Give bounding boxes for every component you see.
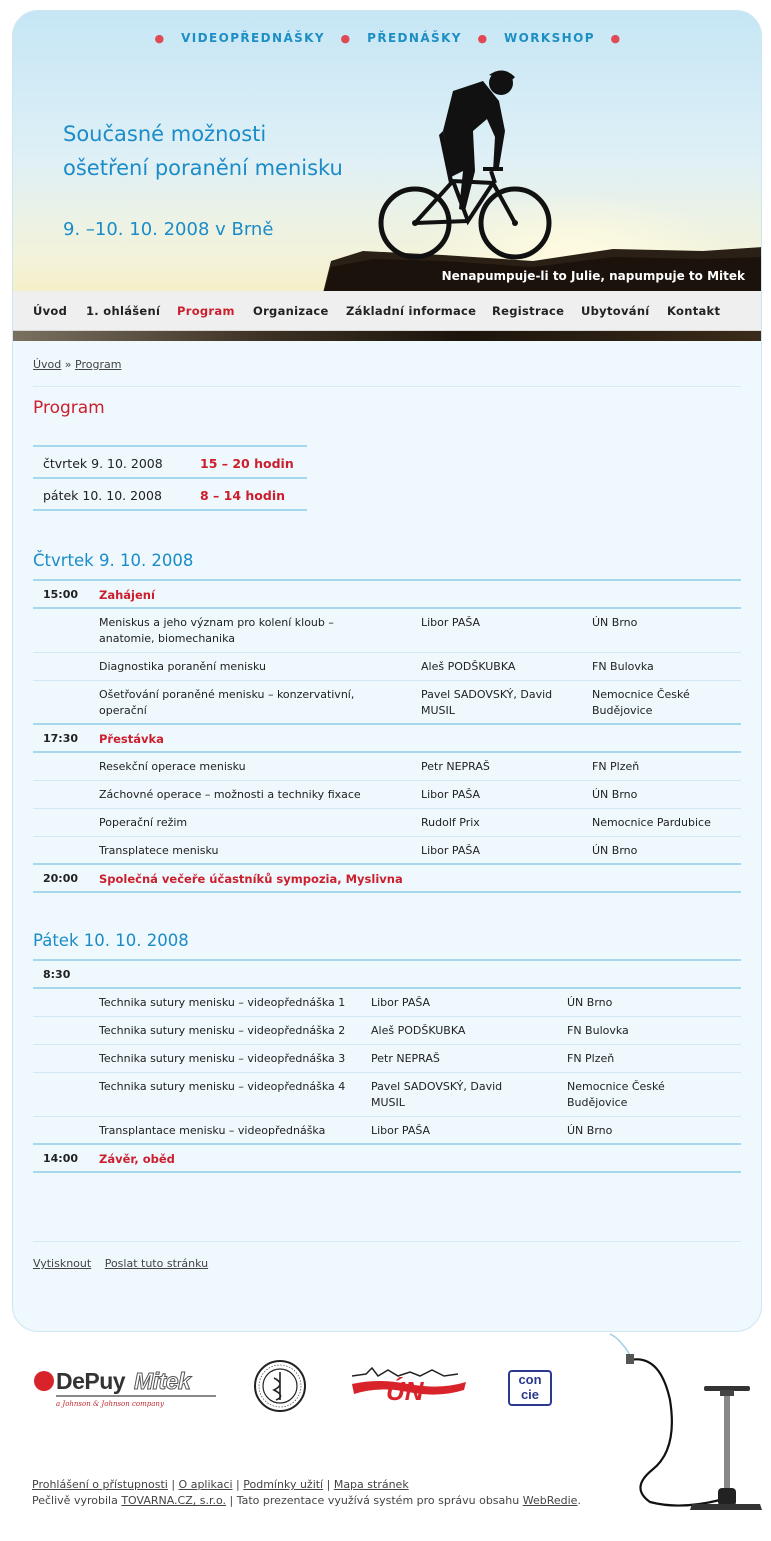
nav-uvod[interactable]: Úvod <box>33 304 68 318</box>
table-row <box>33 989 741 1017</box>
schedule-block-header <box>33 865 741 893</box>
talk-speaker: Pavel SADOVSKÝ, David MUSIL <box>421 688 553 717</box>
nav-zakladni-informace[interactable]: Základní informace <box>346 304 477 318</box>
credits-cms: | Tato prezentace využívá systém pro správu obsahu <box>229 1494 520 1507</box>
table-row <box>33 681 741 725</box>
schedule-block-header <box>33 961 741 989</box>
nav-registrace[interactable]: Registrace <box>492 304 565 318</box>
un-wordmark: ÚN <box>386 1376 424 1406</box>
talk-topic: Transplatece menisku <box>99 844 219 857</box>
top-nav-workshop[interactable]: WORKSHOP <box>504 31 595 45</box>
talk-institution: ÚN Brno <box>567 1124 613 1137</box>
credits-prefix: Pečlivě vyrobila <box>32 1494 118 1507</box>
talk-institution: ÚN Brno <box>592 616 638 629</box>
divider <box>33 1241 741 1242</box>
schedule-block-header <box>33 581 741 609</box>
concie-bottom: cie <box>520 1387 540 1402</box>
university-seal-logo[interactable] <box>252 1358 308 1414</box>
depuy-wordmark: DePuy <box>56 1368 126 1394</box>
hero-date: 9. –10. 10. 2008 v Brně <box>63 219 274 240</box>
table-row <box>33 609 741 653</box>
talk-institution: Nemocnice České Budějovice <box>567 1080 665 1109</box>
hero-title <box>63 117 343 185</box>
date-hours: 15 – 20 hodin <box>200 456 294 471</box>
depuy-mitek-logo[interactable] <box>34 1366 224 1410</box>
talk-topic: Resekční operace menisku <box>99 760 246 773</box>
block-time: 15:00 <box>43 588 79 601</box>
talk-topic: Technika sutury menisku – videopřednáška 2 <box>99 1024 346 1037</box>
talk-speaker: Petr NEPRAŠ <box>421 760 490 773</box>
block-time: 14:00 <box>43 1152 79 1165</box>
schedule-block-header <box>33 1145 741 1173</box>
nav-program[interactable]: Program <box>177 304 235 318</box>
hero-slogan: Nenapumpuje-li to Julie, napumpuje to Mitek <box>441 269 745 283</box>
talk-institution: ÚN Brno <box>592 844 638 857</box>
nav-ubytovani[interactable]: Ubytování <box>581 304 650 318</box>
footer-link-about-app[interactable]: O aplikaci <box>178 1478 233 1491</box>
talk-institution: Nemocnice České Budějovice <box>592 688 690 717</box>
table-row <box>33 753 741 781</box>
footer-link-accessibility[interactable]: Prohlášení o přístupnosti <box>32 1478 168 1491</box>
bullet-icon: ● <box>610 32 622 45</box>
page-title: Program <box>33 398 105 418</box>
hero-title-line1: Současné možnosti <box>63 122 267 146</box>
date-row <box>33 479 307 511</box>
block-time: 20:00 <box>43 872 79 885</box>
date-day: pátek 10. 10. 2008 <box>43 488 162 503</box>
date-row <box>33 447 307 479</box>
bullet-icon: ● <box>477 32 489 45</box>
table-row <box>33 781 741 809</box>
nav-1-ohlaseni[interactable]: 1. ohlášení <box>86 304 161 318</box>
hero-title-line2: ošetření poranění menisku <box>63 156 343 180</box>
footer-link-webredie[interactable]: WebRedie <box>522 1494 578 1507</box>
divider <box>33 386 741 387</box>
block-event: Přestávka <box>99 732 164 746</box>
top-nav <box>13 31 762 45</box>
talk-institution: FN Bulovka <box>567 1024 629 1037</box>
block-time: 8:30 <box>43 968 71 981</box>
logo-underline <box>56 1395 216 1397</box>
nav-organizace[interactable]: Organizace <box>253 304 329 318</box>
talk-speaker: Pavel SADOVSKÝ, David MUSIL <box>371 1080 503 1109</box>
talk-institution: FN Plzeň <box>567 1052 615 1065</box>
dates-table <box>33 445 307 511</box>
bullet-icon: ● <box>154 32 166 45</box>
schedule-table <box>33 959 741 1173</box>
block-event: Zahájení <box>99 588 155 602</box>
breadcrumb-home[interactable]: Úvod <box>33 358 62 371</box>
talk-topic: Ošetřování poraněné menisku – konzervativní, operační <box>99 688 355 717</box>
print-link[interactable]: Vytisknout <box>33 1257 92 1270</box>
credits-end: . <box>577 1494 581 1507</box>
table-row <box>33 837 741 865</box>
talk-topic: Technika sutury menisku – videopřednáška 1 <box>99 996 346 1009</box>
talk-topic: Meniskus a jeho význam pro kolení kloub – anatomie, biomechanika <box>99 616 334 645</box>
schedule-table <box>33 579 741 893</box>
table-row <box>33 1017 741 1045</box>
talk-speaker: Aleš PODŠKUBKA <box>371 1024 466 1037</box>
table-row <box>33 1073 741 1117</box>
talk-topic: Diagnostika poranění menisku <box>99 660 266 673</box>
day-title: Čtvrtek 9. 10. 2008 <box>33 551 194 570</box>
talk-institution: ÚN Brno <box>592 788 638 801</box>
bullet-icon: ● <box>340 32 352 45</box>
jnj-tagline: a Johnson & Johnson company <box>56 1400 164 1408</box>
day-title: Pátek 10. 10. 2008 <box>33 931 189 950</box>
table-row <box>33 809 741 837</box>
breadcrumb <box>33 358 121 371</box>
table-row <box>33 1045 741 1073</box>
nav-kontakt[interactable]: Kontakt <box>667 304 721 318</box>
block-event: Společná večeře účastníků sympozia, Myslivna <box>99 872 403 886</box>
talk-topic: Technika sutury menisku – videopřednáška 3 <box>99 1052 346 1065</box>
talk-institution: FN Plzeň <box>592 760 640 773</box>
talk-institution: ÚN Brno <box>567 996 613 1009</box>
talk-speaker: Aleš PODŠKUBKA <box>421 660 516 673</box>
breadcrumb-current[interactable]: Program <box>75 358 122 371</box>
un-brno-logo[interactable] <box>348 1364 470 1406</box>
footer-link-terms[interactable]: Podmínky užití <box>243 1478 324 1491</box>
date-day: čtvrtek 9. 10. 2008 <box>43 456 163 471</box>
top-nav-prednasky[interactable]: PŘEDNÁŠKY <box>367 31 462 45</box>
main-nav <box>13 291 762 331</box>
red-dot-icon <box>34 1371 54 1391</box>
talk-topic: Technika sutury menisku – videopřednáška 4 <box>99 1080 346 1093</box>
breadcrumb-separator: » <box>64 358 72 371</box>
talk-speaker: Libor PAŠA <box>371 1124 431 1137</box>
sponsor-logos <box>30 1356 590 1416</box>
date-hours: 8 – 14 hodin <box>200 488 286 503</box>
mitek-wordmark: Mitek <box>134 1368 191 1394</box>
concie-logo[interactable] <box>508 1370 552 1406</box>
block-event: Závěr, oběd <box>99 1152 175 1166</box>
footer-credits <box>32 1493 581 1509</box>
page-frame <box>12 10 762 1332</box>
rock-strip <box>13 331 762 341</box>
footer-link-sitemap[interactable]: Mapa stránek <box>333 1478 409 1491</box>
table-row <box>33 1117 741 1145</box>
talk-speaker: Petr NEPRAŠ <box>371 1052 440 1065</box>
talk-topic: Transplantace menisku – videopřednáška <box>99 1124 326 1137</box>
top-nav-videoprednasky[interactable]: VIDEOPŘEDNÁŠKY <box>181 31 325 45</box>
block-time: 17:30 <box>43 732 79 745</box>
print-links <box>33 1257 218 1270</box>
footer-link-tovarna[interactable]: TOVARNA.CZ, s.r.o. <box>121 1494 227 1507</box>
footer <box>32 1477 581 1509</box>
talk-speaker: Libor PAŠA <box>371 996 431 1009</box>
concie-top: con <box>518 1372 542 1387</box>
talk-topic: Záchovné operace – možnosti a techniky fixace <box>99 788 361 801</box>
send-page-link[interactable]: Poslat tuto stránku <box>104 1257 209 1270</box>
hero-banner <box>13 11 762 341</box>
talk-speaker: Libor PAŠA <box>421 616 481 629</box>
talk-speaker: Libor PAŠA <box>421 788 481 801</box>
table-row <box>33 653 741 681</box>
talk-speaker: Rudolf Prix <box>421 816 480 829</box>
schedule-block-header <box>33 725 741 753</box>
talk-institution: FN Bulovka <box>592 660 654 673</box>
bicycle-pump-illustration <box>600 1330 771 1520</box>
talk-institution: Nemocnice Pardubice <box>592 816 711 829</box>
talk-topic: Poperační režim <box>99 816 188 829</box>
talk-speaker: Libor PAŠA <box>421 844 481 857</box>
footer-links-row: Prohlášení o přístupnosti | O aplikaci | Podmínky užití | Mapa stránek <box>32 1478 409 1491</box>
